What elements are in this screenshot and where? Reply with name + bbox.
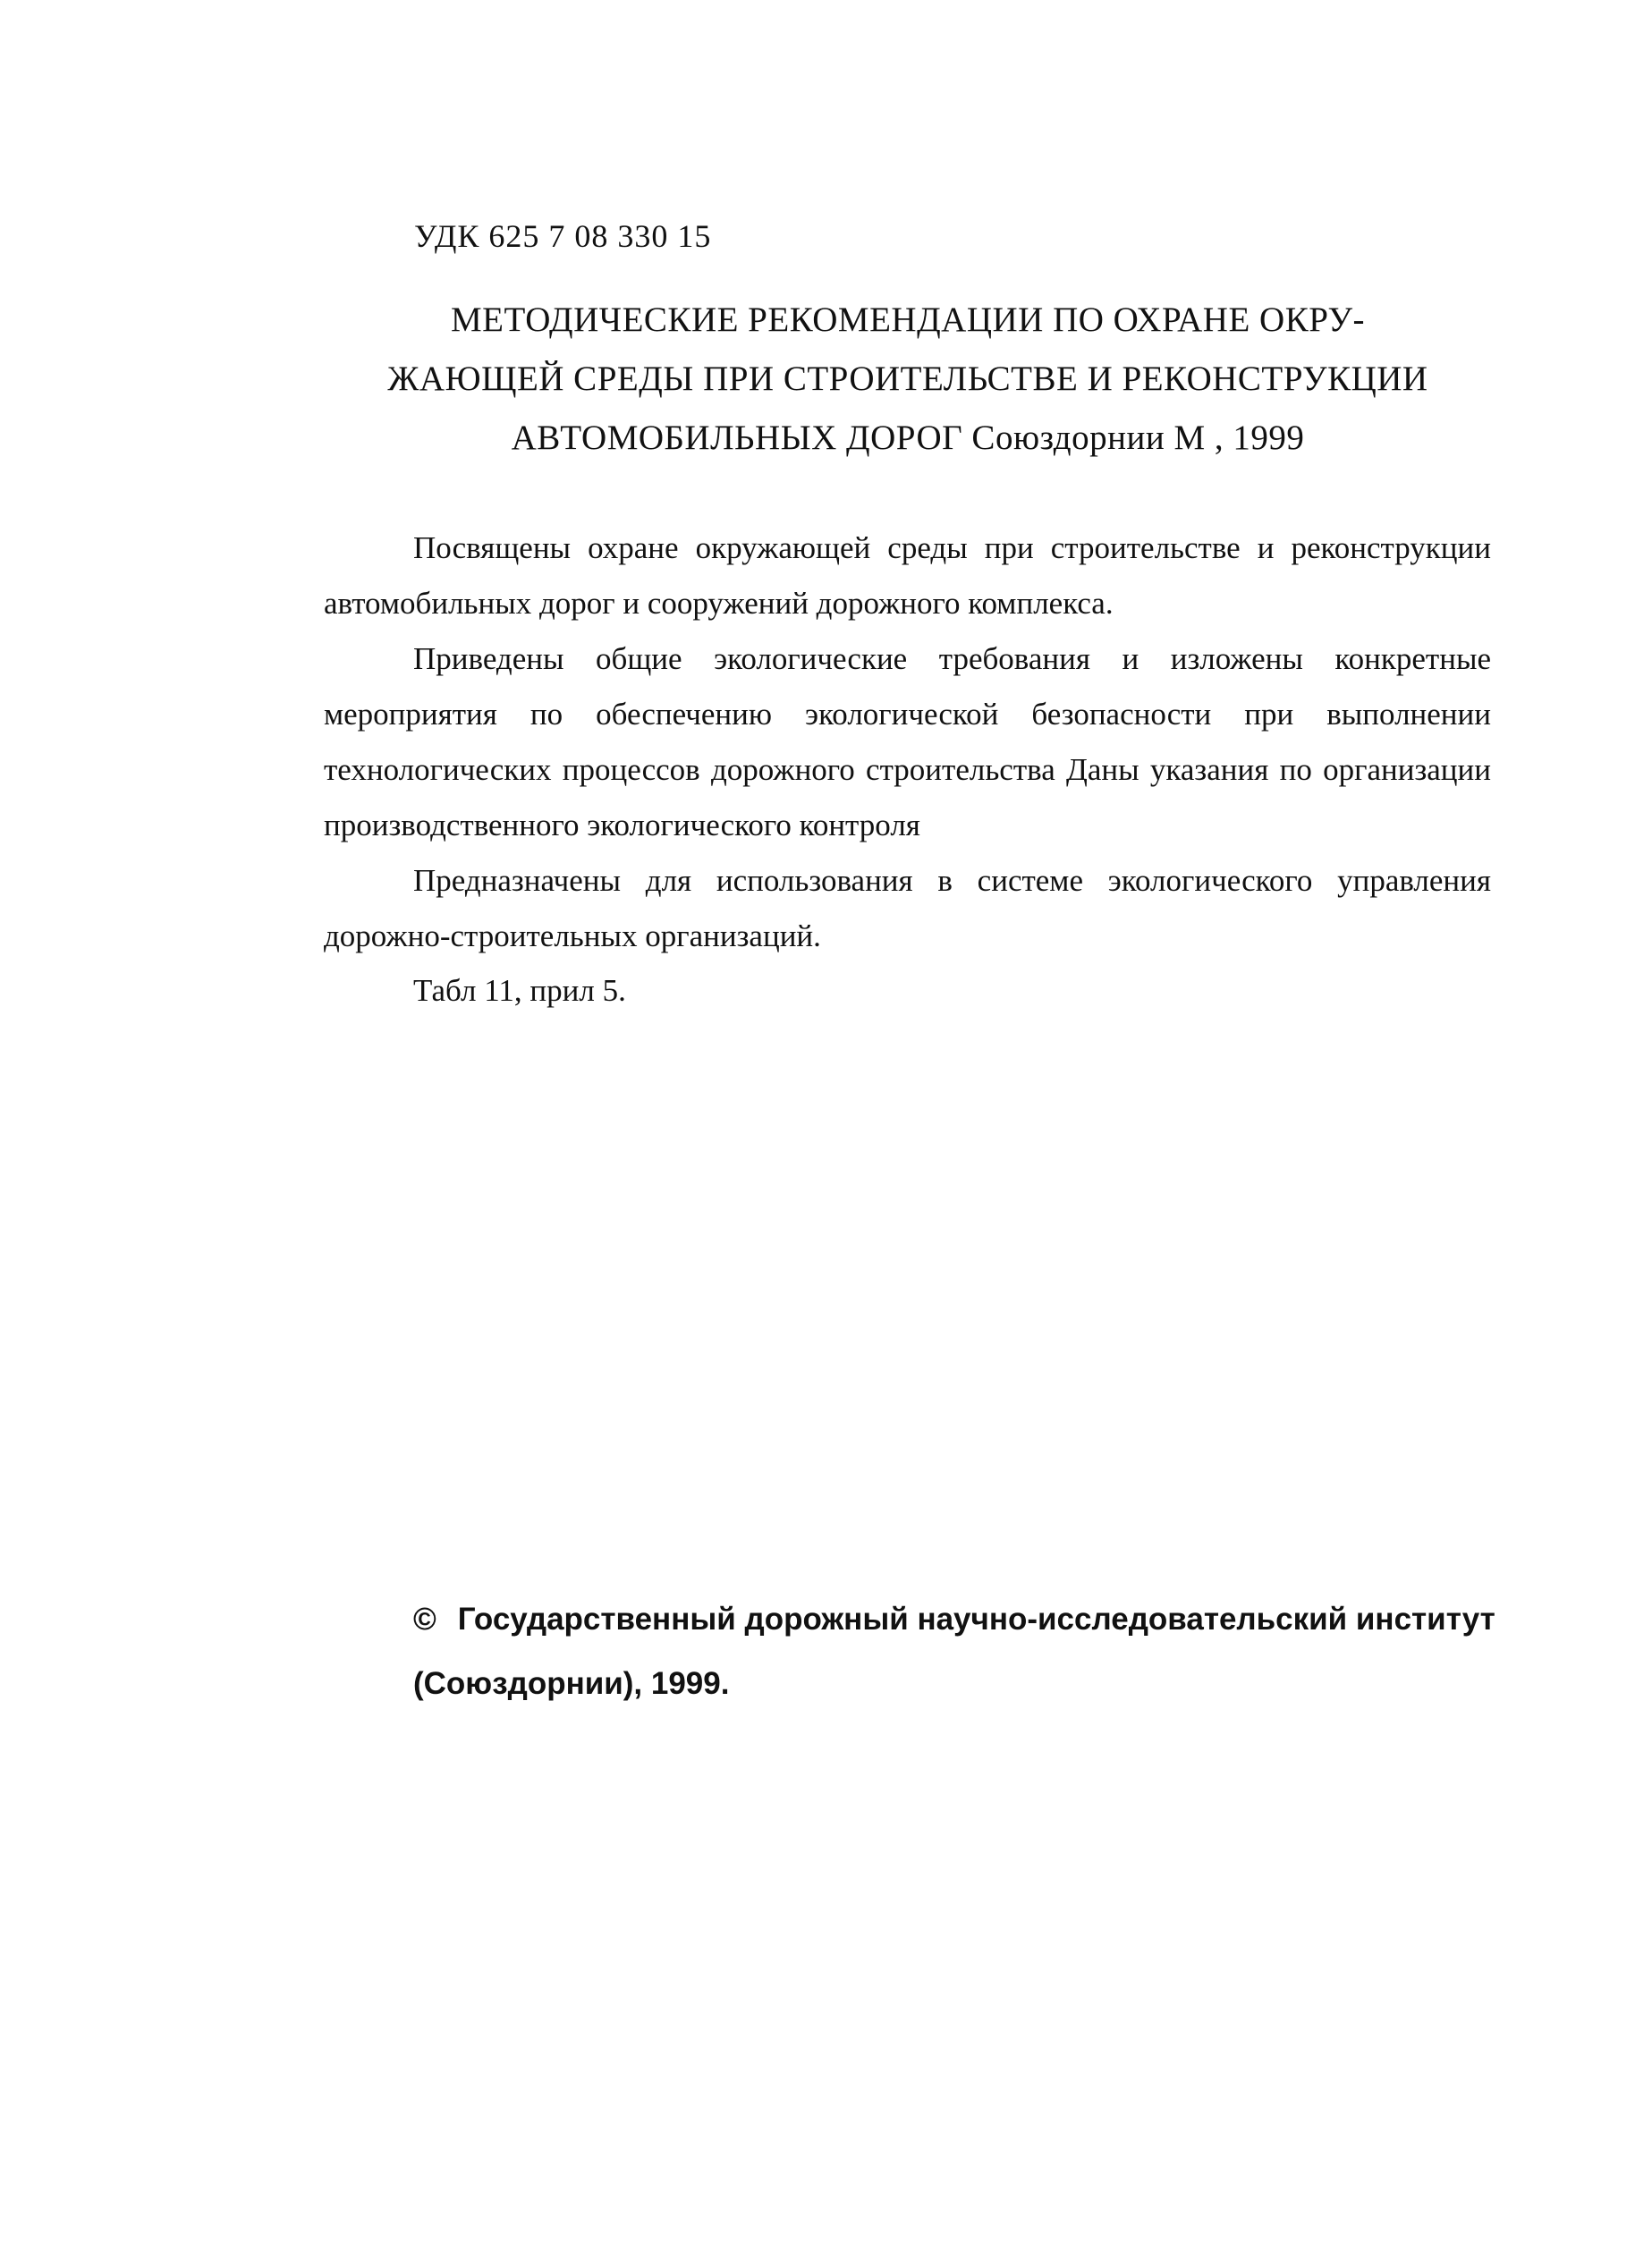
abstract-paragraph-1: Посвящены охране окружающей среды при строительстве и реконструкции автомобильных дорог и сооружений дорожного комплекса.: [324, 530, 1491, 621]
abstract-paragraph-2: Приведены общие экологические требования и изложены конкретные мероприятия по обеспечению экологической безопасности при выполнении технологических процессов дорожного строительства Даны указания по организации производственного экологического контроля: [324, 641, 1491, 842]
copyright-symbol: ©: [413, 1602, 436, 1637]
copyright-notice: [413, 1587, 1513, 1716]
title-line-3: АВТОМОБИЛЬНЫХ ДОРОГ Союздорнии М , 1999: [511, 419, 1305, 457]
udk-code: УДК 625 7 08 330 15: [414, 218, 712, 254]
abstract: [324, 520, 1491, 964]
title-line-2: ЖАЮЩЕЙ СРЕДЫ ПРИ СТРОИТЕЛЬСТВЕ И РЕКОНСТРУКЦИИ: [387, 360, 1428, 398]
copyright-line-2: (Союздорнии), 1999.: [413, 1666, 730, 1701]
title-line-1: МЕТОДИЧЕСКИЕ РЕКОМЕНДАЦИИ ПО ОХРАНЕ ОКРУ-: [450, 300, 1366, 339]
copyright-institute: Государственный дорожный научно-исследовательский институт: [457, 1602, 1495, 1637]
copyright-line-1: [413, 1587, 1513, 1652]
tables-appendices-note: Табл 11, прил 5.: [413, 973, 626, 1008]
abstract-paragraph-3: Предназначены для использования в системе экологического управления дорожно-строительных организаций.: [324, 863, 1491, 953]
document-title: [353, 291, 1462, 468]
